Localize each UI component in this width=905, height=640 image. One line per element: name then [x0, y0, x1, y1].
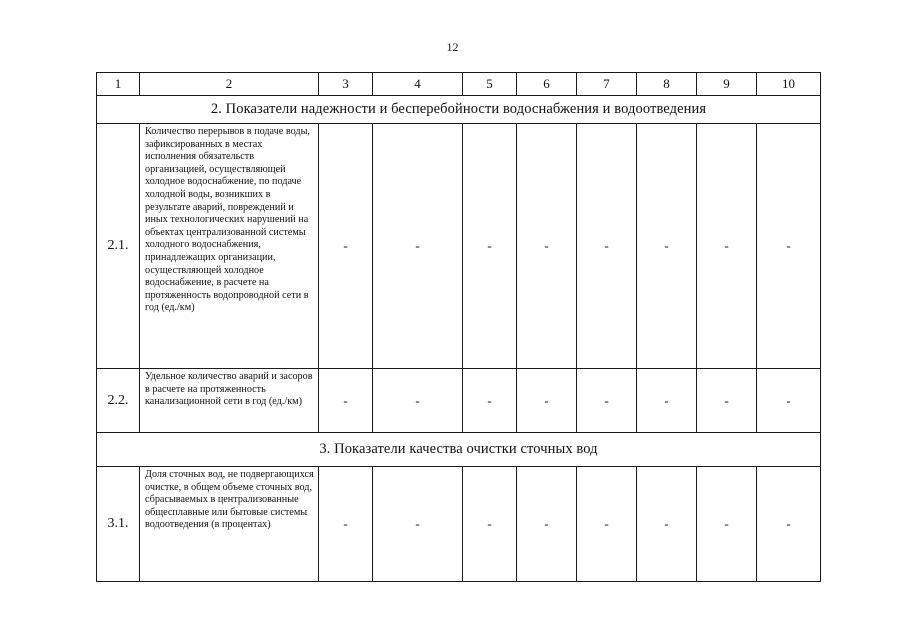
value-cell: -: [757, 467, 821, 582]
value-cell: -: [697, 369, 757, 433]
value-cell: -: [697, 467, 757, 582]
value-cell: -: [319, 467, 373, 582]
section-title-row: [97, 433, 821, 467]
value-cell: -: [517, 124, 577, 369]
row-number: 3.1.: [97, 467, 140, 582]
header-cell: 7: [577, 73, 637, 96]
value-cell: -: [463, 369, 517, 433]
value-cell: -: [373, 467, 463, 582]
table-row: [97, 467, 821, 582]
value-cell: -: [463, 124, 517, 369]
header-cell: 4: [373, 73, 463, 96]
table-row: [97, 124, 821, 369]
value-cell: -: [757, 124, 821, 369]
header-cell: 3: [319, 73, 373, 96]
row-description: Количество перерывов в подаче воды, зафиксированных в местах исполнения обязательств организацией, осуществляющей холодное водоснабжение, по подаче холодной воды, возникших в результате аварий, повреждений и иных технологических нарушений на объектах централизованной системы холодного водоснабжения, принадлежащих организации, осуществляющей холодное водоснабжение, в расчете на протяженность водопроводной сети в год (ед./км): [140, 124, 319, 369]
row-number: 2.1.: [97, 124, 140, 369]
value-cell: -: [757, 369, 821, 433]
value-cell: -: [517, 467, 577, 582]
header-cell: 9: [697, 73, 757, 96]
row-description: Удельное количество аварий и засоров в расчете на протяженность канализационной сети в год (ед./км): [140, 369, 319, 433]
value-cell: -: [577, 369, 637, 433]
section-title-row: [97, 96, 821, 124]
header-cell: 2: [140, 73, 319, 96]
header-cell: 6: [517, 73, 577, 96]
value-cell: -: [637, 124, 697, 369]
value-cell: -: [637, 369, 697, 433]
value-cell: -: [697, 124, 757, 369]
header-row: [97, 73, 821, 96]
row-description: Доля сточных вод, не подвергающихся очистке, в общем объеме сточных вод, сбрасываемых в централизованные общесплавные или бытовые системы водоотведения (в процентах): [140, 467, 319, 582]
section-title: 2. Показатели надежности и бесперебойности водоснабжения и водоотведения: [97, 96, 821, 124]
header-cell: 5: [463, 73, 517, 96]
table-row: [97, 369, 821, 433]
value-cell: -: [577, 467, 637, 582]
value-cell: -: [319, 369, 373, 433]
value-cell: -: [373, 369, 463, 433]
value-cell: -: [373, 124, 463, 369]
value-cell: -: [637, 467, 697, 582]
section-title: 3. Показатели качества очистки сточных вод: [97, 433, 821, 467]
value-cell: -: [577, 124, 637, 369]
header-cell: 8: [637, 73, 697, 96]
value-cell: -: [463, 467, 517, 582]
indicators-table: [96, 72, 821, 582]
value-cell: -: [517, 369, 577, 433]
row-number: 2.2.: [97, 369, 140, 433]
header-cell: 1: [97, 73, 140, 96]
header-cell: 10: [757, 73, 821, 96]
page-number: 12: [446, 40, 459, 54]
value-cell: -: [319, 124, 373, 369]
